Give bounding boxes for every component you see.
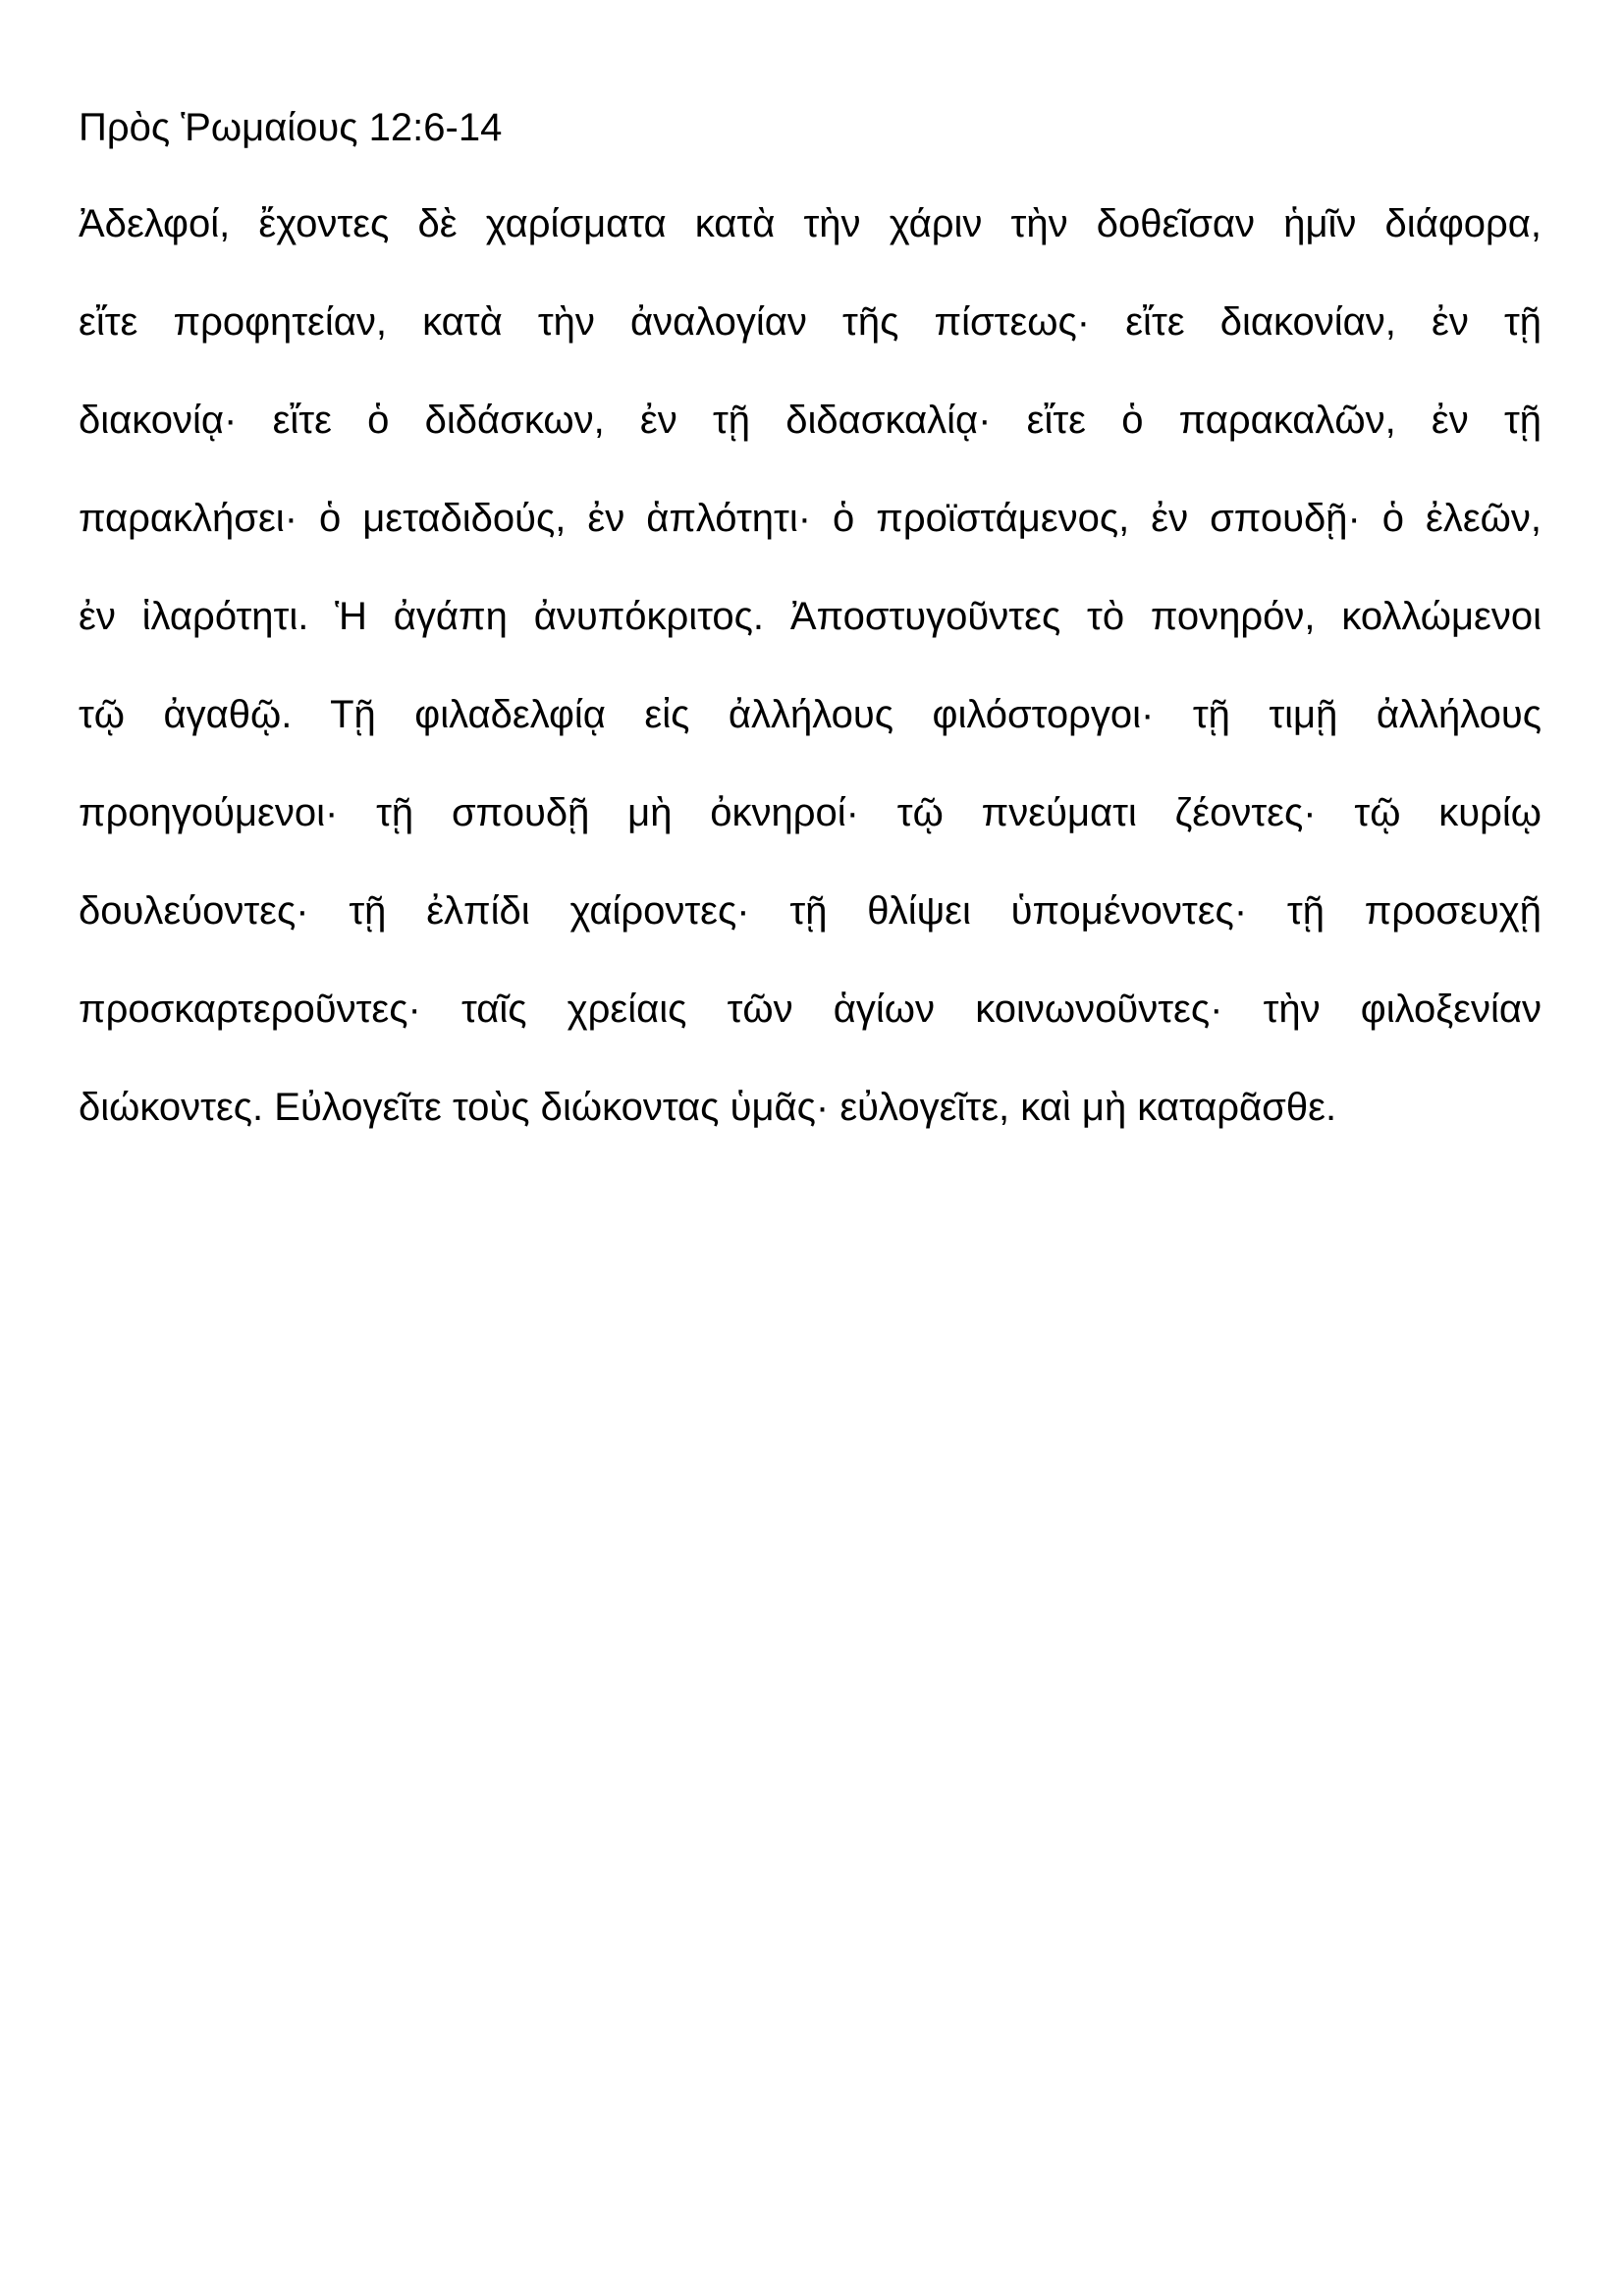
passage-body (79, 194, 1542, 1176)
passage-line: Ἀδελφοί, ἔχοντες δὲ χαρίσματα κατὰ τὴν χάριν τὴν δοθεῖσαν ἡμῖν διάφορα, (79, 202, 1542, 245)
passage-line: τῷ ἀγαθῷ. Τῇ φιλαδελφίᾳ εἰς ἀλλήλους φιλόστοργοι· τῇ τιμῇ ἀλλήλους (79, 693, 1542, 736)
passage-line: διακονίᾳ· εἴτε ὁ διδάσκων, ἐν τῇ διδασκαλίᾳ· εἴτε ὁ παρακαλῶν, ἐν τῇ (79, 399, 1542, 442)
passage-line: προηγούμενοι· τῇ σπουδῇ μὴ ὀκνηροί· τῷ πνεύματι ζέοντες· τῷ κυρίῳ (79, 791, 1542, 834)
passage-line: ἐν ἱλαρότητι. Ἡ ἀγάπη ἀνυπόκριτος. Ἀποστυγοῦντες τὸ πονηρόν, κολλώμενοι (79, 595, 1542, 638)
passage-line: εἴτε προφητείαν, κατὰ τὴν ἀναλογίαν τῆς πίστεως· εἴτε διακονίαν, ἐν τῇ (79, 300, 1542, 344)
passage-line: προσκαρτεροῦντες· ταῖς χρείαις τῶν ἁγίων κοινωνοῦντες· τὴν φιλοξενίαν (79, 988, 1542, 1031)
passage-heading: Πρὸς Ῥωμαίους 12:6-14 (79, 106, 503, 149)
passage-line: διώκοντες. Εὐλογεῖτε τοὺς διώκοντας ὑμᾶς· εὐλογεῖτε, καὶ μὴ καταρᾶσθε. (79, 1086, 1337, 1129)
passage-line: δουλεύοντες· τῇ ἐλπίδι χαίροντες· τῇ θλίψει ὑπομένοντες· τῇ προσευχῇ (79, 889, 1542, 933)
passage-line: παρακλήσει· ὁ μεταδιδούς, ἐν ἁπλότητι· ὁ προϊστάμενος, ἐν σπουδῇ· ὁ ἐλεῶν, (79, 497, 1542, 540)
